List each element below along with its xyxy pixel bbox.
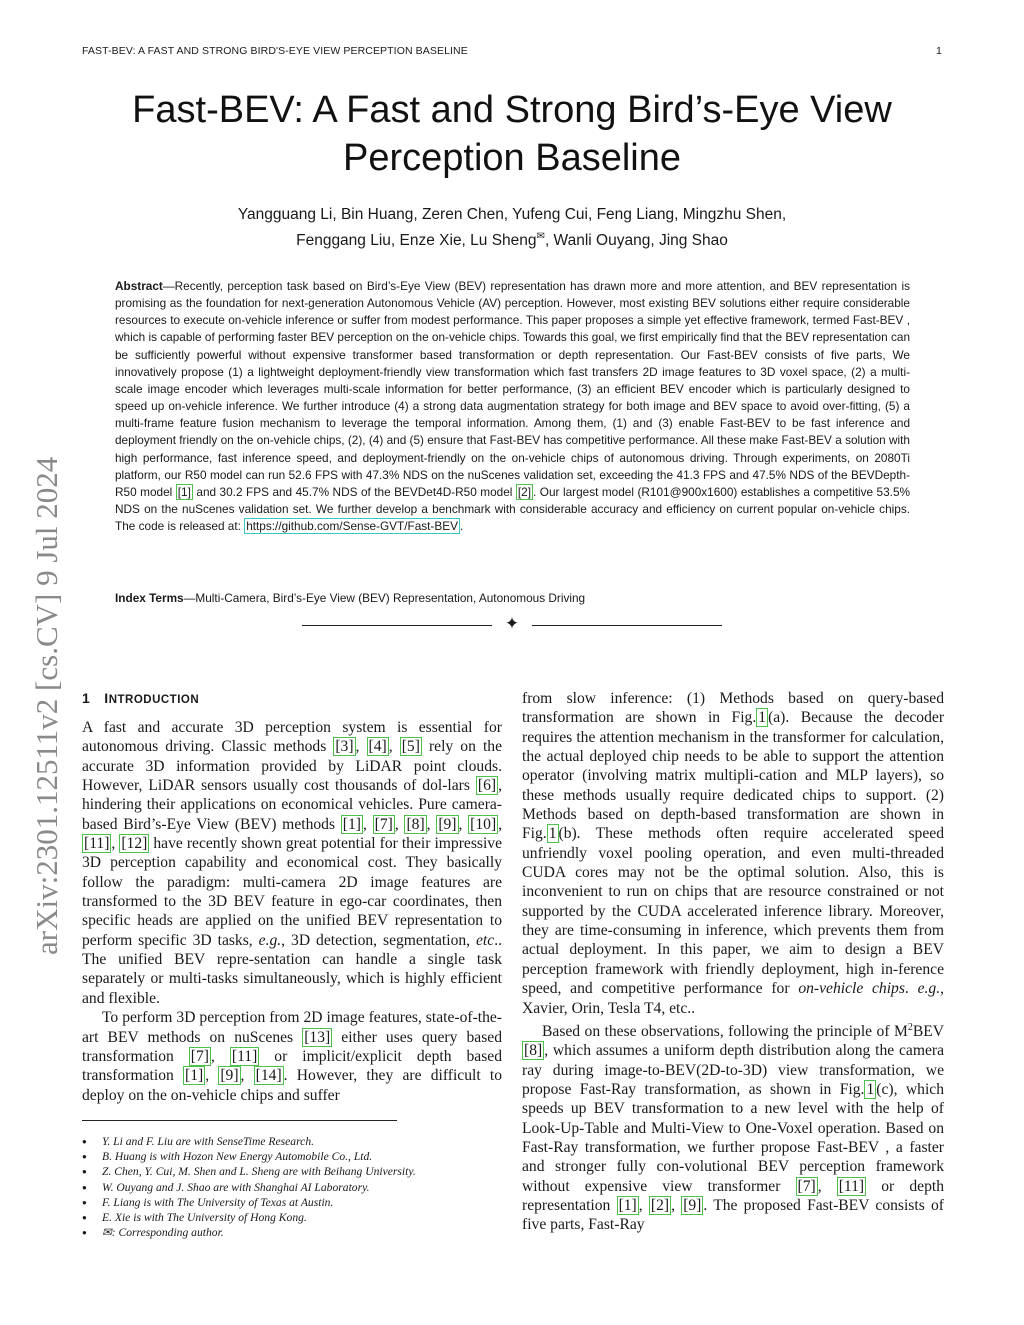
citation-link[interactable]: [9]	[220, 1067, 239, 1085]
section-first-letter: I	[104, 690, 109, 706]
citation-link[interactable]: [13]	[304, 1028, 331, 1046]
paragraph: Based on these observations, following the principle of $M^2BEV$ [8] , which assumes a uniform depth distribution along the camera ray during image-to-BEV(2D-to-3D) view transformation, we propose Fast-Ray transformation, as shown in Fig. 1 (c), which speeds up BEV transformation to a new level with the help of Look-Up-Table and Multi-View to One-Voxel operation. Based on Fast-Ray transformation, we further propose Fast-BEV , a faster and stronger fully con-volutional BEV perception framework without expensive view transformer [7] , [11] or depth representation [1] , [2] , [9] . The proposed Fast-BEV consists of five parts, Fast-Ray	[522, 1021, 945, 1234]
code-url-link[interactable]: https://github.com/Sense-GVT/Fast-BEV	[246, 519, 458, 534]
authors-line-2b: , Wanli Ouyang, Jing Shao	[544, 232, 728, 250]
divider-star-icon: ✦	[504, 614, 520, 634]
authors-line-2	[82, 226, 942, 252]
citation-link[interactable]: [1]	[342, 815, 361, 833]
paragraph	[522, 689, 944, 1018]
citation-link[interactable]: [1]	[618, 1197, 637, 1215]
index-terms	[115, 590, 910, 607]
footnote-item: ● ✉: Corresponding author.	[82, 1225, 502, 1240]
text: BEV	[912, 1023, 944, 1041]
citation-link[interactable]: [2]	[517, 484, 532, 499]
text: A fast and accurate 3D perception system is essential for autonomous driving. Classic methods	[82, 719, 502, 756]
citation-link[interactable]: [7]	[797, 1177, 816, 1195]
citation-link[interactable]: [10]	[470, 815, 497, 833]
author-list	[82, 204, 942, 252]
running-head-title: FAST-BEV: A FAST AND STRONG BIRD'S-EYE VIEW PERCEPTION BASELINE	[82, 45, 468, 57]
paper-title	[82, 86, 942, 182]
citation-link[interactable]: [12]	[121, 835, 148, 853]
section-divider	[302, 614, 722, 634]
text: .. The unified BEV repre-sentation can handle a single task separately or multi-tasks simultaneously, which is highly efficient and flexible.	[82, 931, 502, 1007]
title-line-1: Fast-BEV: A Fast and Strong Bird’s-Eye View	[132, 89, 892, 131]
footnote-item: ● Z. Chen, Y. Cui, M. Shen and L. Sheng are with Beihang University.	[82, 1164, 502, 1179]
citation-link[interactable]: [11]	[838, 1177, 865, 1195]
citation-link[interactable]: [11]	[84, 835, 110, 853]
abstract-end: .	[459, 519, 464, 534]
footnotes	[82, 1134, 502, 1240]
citation-link[interactable]: [9]	[683, 1197, 702, 1215]
footnote-item: ● B. Huang is with Hozon New Energy Automobile Co., Ltd.	[82, 1149, 502, 1164]
citation-link[interactable]: [3]	[335, 738, 354, 756]
footnote-item: ● F. Liang is with The University of Texas at Austin.	[82, 1195, 502, 1210]
abstract-label: Abstract	[115, 279, 163, 293]
footnote-item: ● W. Ouyang and J. Shao are with Shanghai AI Laboratory.	[82, 1180, 502, 1195]
text: (c), which speeds up BEV transformation to a new level with the help of Look-Up-Table and Multi-View to One-Voxel operation. Based on Fast-Ray transformation, we further propose Fast-BEV , a faster and stronger fully con-volutional BEV perception framework without expensive view transformer	[522, 1081, 945, 1195]
text: from slow inference: (1) Methods based on query-based transformation are shown in Fig.	[522, 690, 944, 727]
authors-line-2a: Fenggang Liu, Enze Xie, Lu Sheng	[296, 232, 537, 250]
corresponding-mail-icon: ✉	[536, 231, 545, 242]
citation-link[interactable]: [7]	[190, 1047, 209, 1065]
left-column	[82, 689, 502, 1105]
text: have recently shown great potential for their impressive 3D perception capability and economical cost. They basically follow the paradigm: multi-camera 2D image features are transformed to the 3D BEV feature in ego-car coordinates, then specific heads are applied on the unified BEV representation to perform specific 3D tasks,	[82, 835, 503, 949]
text: , hindering their applications on economical vehicles. Pure camera-based Bird’s-Eye View (BEV) methods	[82, 777, 502, 833]
paragraph: A fast and accurate 3D perception system is essential for autonomous driving. Classic methods [3] , [4] , [5] rely on the accurate 3D information provided by LiDAR point clouds. However, LiDAR sensors usually cost thousands of dol-lars [6] , hindering their applications on economical vehicles. Pure camera-based Bird’s-Eye View (BEV) methods [1] , [7] , [8] , [9] , [10] , [11] , [12] have recently shown great potential for their impressive 3D perception capability and economical cost. They basically follow the paradigm: multi-camera 2D image features are transformed to the 3D BEV feature in ego-car coordinates, then specific heads are applied on the unified BEV representation to perform specific 3D tasks, e.g., 3D detection, segmentation, etc.. The unified BEV repre-sentation can handle a single task separately or multi-tasks simultaneously, which is highly efficient and flexible.	[82, 719, 503, 1007]
text: To perform 3D perception from 2D image features, state-of-the-art BEV methods on nuScenes	[82, 1009, 502, 1046]
abstract-body: —Recently, perception task based on Bird’s-Eye View (BEV) representation has drawn more and more attention, and BEV representation is promising as the foundation for next-generation Autonomous Vehicle (AV) perception. However, most existing BEV solutions either require considerable resources to execute on-vehicle inference or suffer from modest performance. This paper proposes a simple yet effective framework, termed Fast-BEV , which is capable of performing faster BEV perception on the on-vehicle chips. Towards this goal, we first empirically find that the BEV representation can be sufficiently powerful without expensive transformer based transformation or depth representation. Our Fast-BEV consists of five parts, We innovatively propose (1) a lightweight deployment-friendly view transformation which fast transfers 2D image features to 3D voxel space, (2) a multi-scale image encoder which leverages multi-scale information for better performance, (3) an efficient BEV encoder which is particularly designed to speed up on-vehicle inference. We further introduce (4) a strong data augmentation strategy for both image and BEV space to avoid over-fitting, (5) a multi-frame feature fusion mechanism to leverage the temporal information. Among them, (1) and (3) enable Fast-BEV to be fast inference and deployment friendly on the on-vehicle chips, (2), (4) and (5) ensure that Fast-BEV has competitive performance. All these make Fast-BEV a solution with high performance, fast inference speed, and deployment-friendly on the on-vehicle chips of autonomous driving. Through experiments, on 2080Ti platform, our R50 model can run 52.6 FPS with 47.3% NDS on the nuScenes validation set, exceeding the 41.3 FPS and 47.5% NDS of the BEVDepth-R50 model	[115, 279, 910, 499]
text-italic: e.g.	[917, 980, 941, 998]
text: , 3D detection, segmentation,	[281, 931, 477, 949]
abstract-body-3: . Our largest model (R101@900x1600) establishes a competitive 53.5% NDS on the nuScenes validation set. We further develop a benchmark with considerable accuracy and efficiency on current popular on-vehicle chips. The code is released at:	[115, 484, 910, 534]
text-italic: etc	[476, 931, 495, 949]
figure-link[interactable]: 1	[758, 709, 767, 727]
superscript: 2	[907, 1021, 913, 1033]
citation-link[interactable]: [8]	[524, 1042, 543, 1060]
citation-link[interactable]: [11]	[231, 1047, 258, 1065]
figure-link[interactable]: 1	[866, 1081, 875, 1099]
citation-link[interactable]: [1]	[177, 484, 191, 499]
abstract-body-2: and 30.2 FPS and 45.7% NDS of the BEVDet4D-R50 model	[192, 484, 516, 499]
text-italic: e.g.	[258, 931, 282, 949]
text: . However, they are difficult to deploy on the on-vehicle chips and suffer	[82, 1067, 503, 1104]
divider-line-left	[302, 625, 492, 626]
figure-link[interactable]: 1	[548, 825, 557, 843]
title-line-2: Perception Baseline	[343, 137, 681, 179]
citation-link[interactable]: [2]	[650, 1197, 670, 1215]
citation-link[interactable]: [14]	[255, 1067, 282, 1085]
index-terms-label: Index Terms	[115, 591, 184, 605]
text: either uses query based transformation	[82, 1028, 502, 1065]
citation-link[interactable]: [1]	[185, 1067, 204, 1085]
text: or depth representation	[522, 1177, 944, 1215]
text: Based on these observations, following the principle of M	[542, 1023, 908, 1041]
abstract	[115, 278, 910, 535]
footnote-rule	[82, 1120, 397, 1121]
citation-link[interactable]: [9]	[438, 815, 457, 833]
citation-link[interactable]: [5]	[401, 738, 420, 756]
citation-link[interactable]: [8]	[406, 815, 425, 833]
section-heading	[82, 689, 502, 710]
citation-link[interactable]: [6]	[477, 777, 497, 795]
text-italic: on-vehicle chips	[798, 980, 905, 998]
citation-link[interactable]: [7]	[374, 815, 393, 833]
text: .	[904, 980, 918, 998]
footnote-item: ● Y. Li and F. Liu are with SenseTime Research.	[82, 1134, 502, 1149]
authors-line-1: Yangguang Li, Bin Huang, Zeren Chen, Yufeng Cui, Feng Liang, Mingzhu Shen,	[237, 206, 787, 223]
text: . The proposed Fast-BEV consists of five parts, Fast-Ray	[522, 1197, 944, 1234]
text: , Xavier, Orin, Tesla T4, etc..	[522, 980, 945, 1017]
page-number: 1	[936, 45, 942, 57]
divider-line-right	[532, 625, 722, 626]
text: (a). Because the decoder requires the attention mechanism in the transformer for calculation, the actual deployed chip needs to be able to support the attention operator (involving matrix multipli-cation and MLP layers), so these methods usually require dedicated chips to support. (2) Methods based on depth-based transformation are shown in Fig.	[522, 709, 945, 843]
text: or implicit/explicit depth based transformation	[82, 1047, 502, 1085]
paragraph: To perform 3D perception from 2D image features, state-of-the-art BEV methods on nuScenes [13] either uses query based transformation [7] , [11] or implicit/explicit depth based transformation [1] , [9] , [14] . However, they are difficult to deploy on the on-vehicle chips and suffer	[82, 1009, 503, 1104]
text: (b). These methods often require accelerated speed unfriendly voxel pooling operation, and even multi-threaded CUDA cores may not be the optimal solution. Also, this is inconvenient to run on chips that are resource constrained or not supported by the CUDA accelerated inference library. Moreover, they are time-consuming in inference, which prevents them from actual deployment. In this paper, we aim to design a BEV perception framework with friendly deployment, high in-ference speed, and competitive performance for	[522, 825, 944, 998]
footnote-item: ● E. Xie is with The University of Hong Kong.	[82, 1210, 502, 1225]
right-column	[522, 689, 944, 1235]
text: rely on the accurate 3D information provided by LiDAR point clouds. However, LiDAR sensors usually cost thousands of dol-lars	[82, 738, 502, 795]
text: , which assumes a uniform depth distribution along the camera ray during image-to-BEV(2D-to-3D) view transformation, we propose Fast-Ray transformation, as shown in Fig.	[522, 1042, 944, 1099]
citation-link[interactable]: [4]	[368, 738, 387, 756]
running-head	[82, 45, 942, 61]
section-title-rest: NTRODUCTION	[108, 694, 200, 706]
section-number: 1	[82, 690, 91, 706]
arxiv-identifier: arXiv:2301.12511v2 [cs.CV] 9 Jul 2024	[29, 456, 64, 955]
index-terms-body: —Multi-Camera, Bird’s-Eye View (BEV) Representation, Autonomous Driving	[183, 591, 586, 605]
